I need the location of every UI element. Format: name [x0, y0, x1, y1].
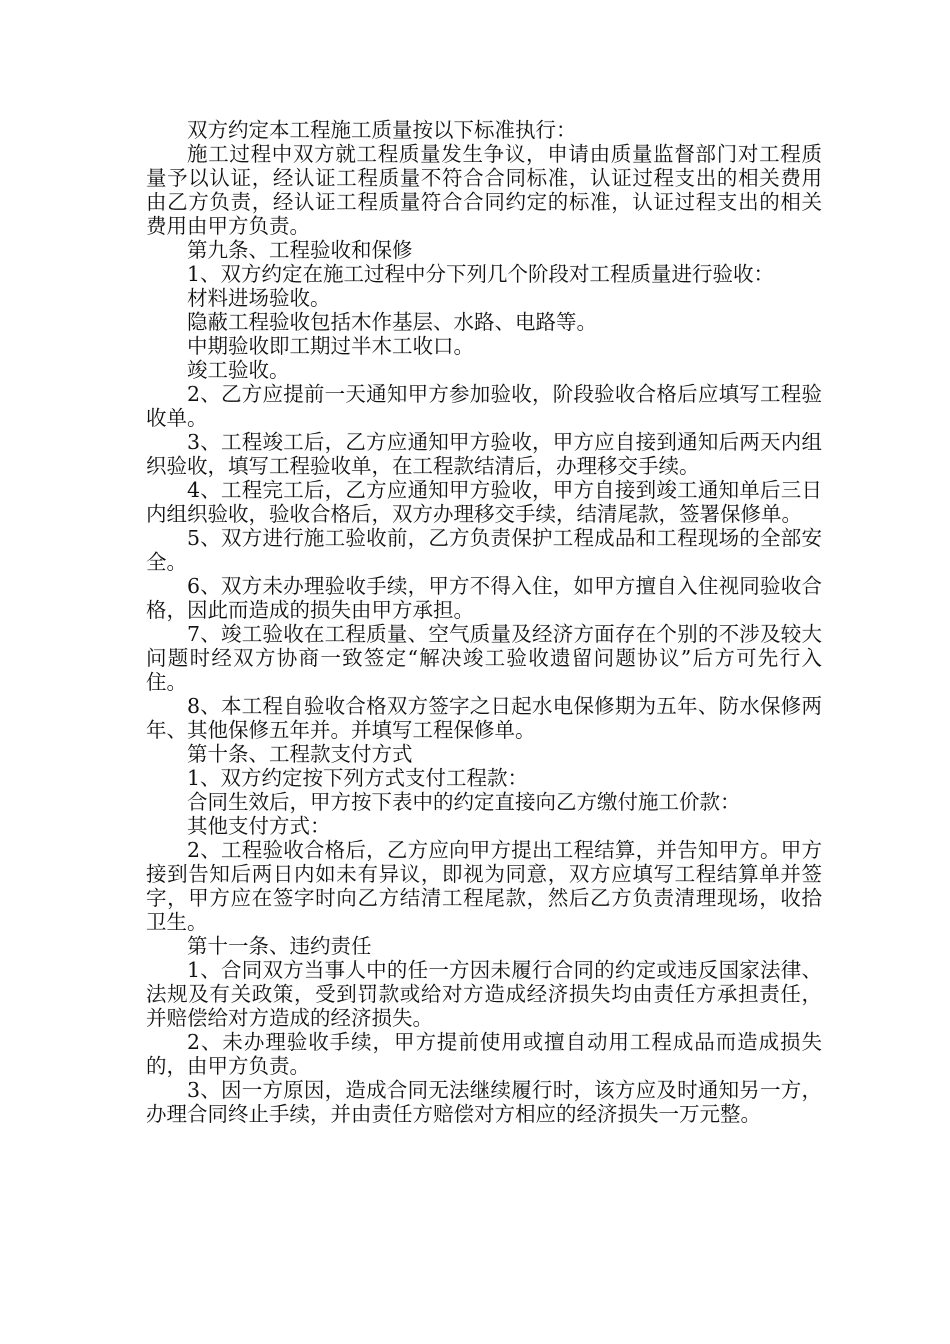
paragraph-9-3: 3、工程竣工后，乙方应通知甲方验收，甲方应自接到通知后两天内组织验收，填写工程验收单，在工程款结清后，办理移交手续。: [146, 430, 822, 478]
paragraph-9-6: 6、双方未办理验收手续，甲方不得入住，如甲方擅自入住视同验收合格，因此而造成的损失由甲方承担。: [146, 574, 822, 622]
paragraph-10-1-a: 合同生效后，甲方按下表中的约定直接向乙方缴付施工价款：: [187, 790, 741, 814]
paragraph-9-8: 8、本工程自验收合格双方签字之日起水电保修期为五年、防水保修两年、其他保修五年并。并填写工程保修单。: [146, 694, 822, 742]
paragraph-9-2: 2、乙方应提前一天通知甲方参加验收，阶段验收合格后应填写工程验收单。: [146, 382, 822, 430]
list-item-midterm-inspection: 中期验收即工期过半木工收口。: [187, 334, 474, 358]
paragraph-11-1: 1、合同双方当事人中的任一方因未履行合同的约定或违反国家法律、法规及有关政策，受到罚款或给对方造成经济损失均由责任方承担责任，并赔偿给对方造成的经济损失。: [146, 958, 822, 1030]
list-item-completion-inspection: 竣工验收。: [187, 358, 290, 382]
document-body: [146, 118, 822, 1126]
heading-article-10: 第十条、工程款支付方式: [187, 742, 413, 766]
paragraph-11-3: 3、因一方原因，造成合同无法继续履行时，该方应及时通知另一方，办理合同终止手续，并由责任方赔偿对方相应的经济损失一万元整。: [146, 1078, 822, 1126]
paragraph-11-2: 2、未办理验收手续，甲方提前使用或擅自动用工程成品而造成损失的，由甲方负责。: [146, 1030, 822, 1078]
heading-article-9: 第九条、工程验收和保修: [187, 238, 413, 262]
paragraph-quality-standard: 双方约定本工程施工质量按以下标准执行：: [187, 118, 577, 142]
paragraph-10-2: 2、工程验收合格后，乙方应向甲方提出工程结算，并告知甲方。甲方接到告知后两日内如未有异议，即视为同意，双方应填写工程结算单并签字，甲方应在签字时向乙方结清工程尾款，然后乙方负责清理现场，收拾卫生。: [146, 838, 822, 934]
paragraph-9-5: 5、双方进行施工验收前，乙方负责保护工程成品和工程现场的全部安全。: [146, 526, 822, 574]
list-item-concealed-inspection: 隐蔽工程验收包括木作基层、水路、电路等。: [187, 310, 597, 334]
paragraph-10-1: 1、双方约定按下列方式支付工程款：: [187, 766, 529, 790]
paragraph-9-1: 1、双方约定在施工过程中分下列几个阶段对工程质量进行验收：: [187, 262, 775, 286]
heading-article-11: 第十一条、违约责任: [187, 934, 372, 958]
paragraph-quality-dispute: 施工过程中双方就工程质量发生争议，申请由质量监督部门对工程质量予以认证，经认证工程质量不符合合同标准，认证过程支出的相关费用由乙方负责，经认证工程质量符合合同约定的标准，认证过程支出的相关费用由甲方负责。: [146, 142, 822, 238]
paragraph-9-7: 7、竣工验收在工程质量、空气质量及经济方面存在个别的不涉及较大问题时经双方协商一致签定“解决竣工验收遗留问题协议”后方可先行入住。: [146, 622, 822, 694]
paragraph-9-4: 4、工程完工后，乙方应通知甲方验收，甲方自接到竣工通知单后三日内组织验收，验收合格后，双方办理移交手续，结清尾款，签署保修单。: [146, 478, 822, 526]
paragraph-10-1-b: 其他支付方式：: [187, 814, 331, 838]
list-item-material-inspection: 材料进场验收。: [187, 286, 331, 310]
